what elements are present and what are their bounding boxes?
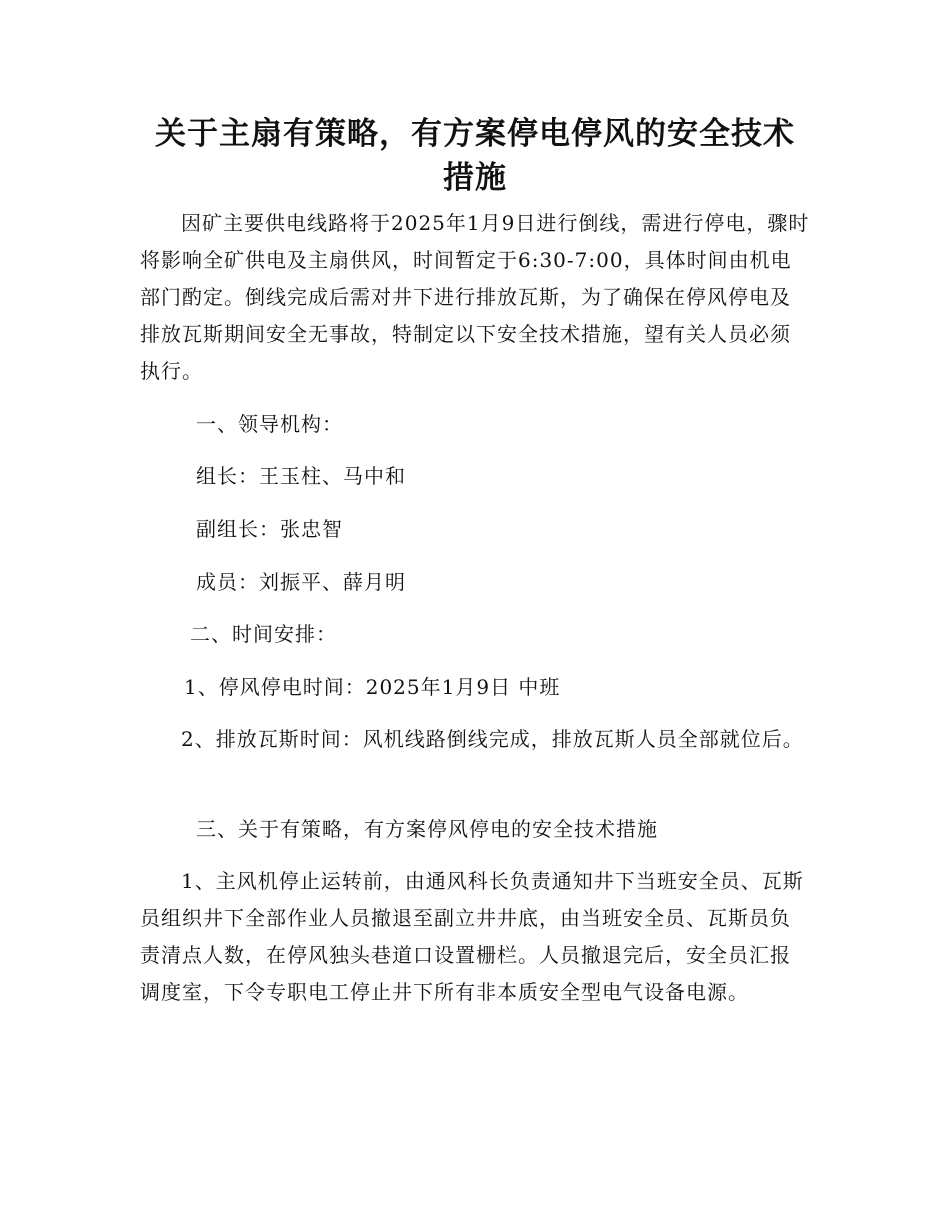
measure-item-1: 1、主风机停止运转前，由通风科长负责通知井下当班安全员、瓦斯员组织井下全部作业人员撤退至副立井井底，由当班安全员、瓦斯员负责清点人数，在停风独头巷道口设置栅栏。人员撤退完后，安全员汇报调度室，下令专职电工停止井下所有非本质安全型电气设备电源。 xyxy=(140,869,804,1004)
leader-line: 组长：王玉柱、马中和 xyxy=(196,464,406,488)
section2-heading: 二、时间安排： xyxy=(190,622,337,646)
members-line: 成员：刘振平、薛月明 xyxy=(196,570,406,594)
section1-heading: 一、领导机构： xyxy=(196,412,343,436)
deputy-line: 副组长：张忠智 xyxy=(196,517,343,541)
time-item-1: 1、停风停电时间：2025年1月9日 中班 xyxy=(184,675,561,699)
section3-heading: 三、关于有策略，有方案停风停电的安全技术措施 xyxy=(196,817,658,841)
intro-paragraph: 因矿主要供电线路将于2025年1月9日进行倒线，需进行停电，骤时将影响全矿供电及主扇供风，时间暂定于6:30-7:00，具体时间由机电部门酌定。倒线完成后需对井下进行排放瓦斯，为了确保在停风停电及排放瓦斯期间安全无事故，特制定以下安全技术措施，望有关人员必须执行。 xyxy=(140,211,810,383)
time-item-2: 2、排放瓦斯时间：风机线路倒线完成，排放瓦斯人员全部就位后。 xyxy=(181,727,804,751)
document-title: 关于主扇有策略，有方案停电停风的安全技术措施 xyxy=(155,116,795,196)
